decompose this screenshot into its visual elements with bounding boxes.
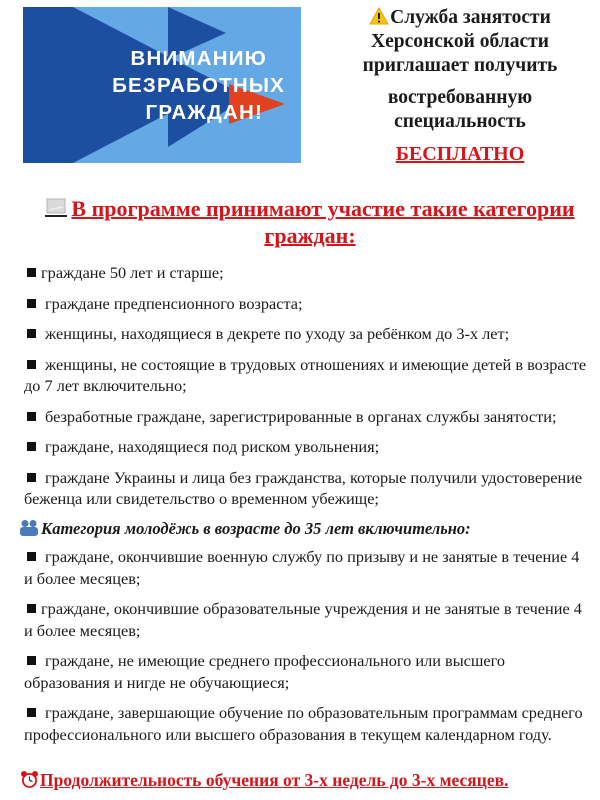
list-item-text: граждане, окончившие военную службу по призыву и не занятые в течение 4 и более месяцев;: [24, 547, 580, 588]
bullet-icon: [27, 360, 36, 369]
list-item: [24, 546, 590, 589]
bullet-icon: [27, 552, 36, 561]
banner-headline: [23, 45, 301, 126]
section-title: [40, 195, 580, 249]
banner-line-3: ГРАЖДАН!: [145, 101, 263, 124]
bullet-icon: [27, 268, 36, 277]
banner-line-2: БЕЗРАБОТНЫХ: [112, 74, 285, 97]
intro-line-2: Херсонской области: [371, 31, 549, 52]
bullet-icon: [27, 412, 36, 421]
free-label: БЕСПЛАТНО: [395, 143, 525, 165]
intro-line-1: Служба занятости: [390, 7, 551, 28]
list-item-text: граждане предпенсионного возраста;: [45, 293, 303, 313]
bullet-icon: [27, 442, 36, 451]
bullet-icon: [27, 473, 36, 482]
list-item: [24, 467, 590, 510]
document-icon: [45, 198, 67, 217]
list-item: [24, 406, 590, 428]
list-item-text: безработные граждане, зарегистрированные в органах службы занятости;: [45, 406, 557, 426]
bullet-icon: [27, 604, 36, 613]
bullet-icon: [27, 656, 36, 665]
training-duration-text: Продолжительность обучения от 3-х недель до 3-х месяцев.: [40, 770, 509, 790]
list-item: [24, 354, 590, 397]
list-item-text: граждане, завершающие обучение по образовательным программам среднего профессионального или высшего образования в текущем календарном году.: [24, 703, 583, 744]
banner-image: [23, 7, 301, 163]
list-item: [24, 650, 590, 693]
list-item-text: женщины, находящиеся в декрете по уходу за ребёнком до 3-х лет;: [45, 324, 510, 343]
bullet-icon: [27, 329, 36, 338]
intro-line-3: приглашает получить: [362, 55, 558, 76]
alarm-clock-icon: [20, 770, 39, 789]
intro-heading: [330, 6, 590, 166]
list-item-text: женщины, не состоящие в трудовых отношениях и имеющие детей в возрасте до 7 лет включительно;: [24, 354, 587, 395]
list-item-text: граждане, не имеющие среднего профессионального или высшего образования и нигде не обучающиеся;: [24, 651, 506, 692]
list-item-text: граждане Украины и лица без гражданства, которые получили удостоверение беженца или свидетельство о временном убежище;: [24, 467, 583, 508]
list-item: [24, 293, 590, 315]
list-item: [24, 262, 590, 284]
section-title-text: В программе принимают участие такие категории граждан:: [71, 196, 575, 248]
list-item-text: граждане 50 лет и старше;: [41, 263, 224, 282]
youth-heading: [18, 518, 590, 540]
intro-line-4: востребованную: [387, 87, 533, 108]
youth-heading-text: Категория молодёжь в возрасте до 35 лет включительно:: [41, 518, 471, 538]
list-item-text: граждане, окончившие образовательные учреждения и не занятые в течение 4 и более месяцев;: [24, 599, 582, 640]
list-item: [24, 323, 590, 345]
list-item: [24, 436, 590, 458]
training-duration: [20, 770, 590, 791]
list-item-text: граждане, находящиеся под риском увольнения;: [45, 437, 380, 456]
list-item: [24, 702, 590, 745]
people-icon: [18, 519, 40, 536]
intro-line-5: специальность: [394, 111, 526, 132]
bullet-icon: [27, 708, 36, 717]
bullet-icon: [27, 299, 36, 308]
warning-icon: [369, 7, 389, 25]
banner-line-1: ВНИМАНИЮ: [130, 47, 267, 70]
categories-list: [24, 262, 590, 754]
list-item: [24, 598, 590, 641]
